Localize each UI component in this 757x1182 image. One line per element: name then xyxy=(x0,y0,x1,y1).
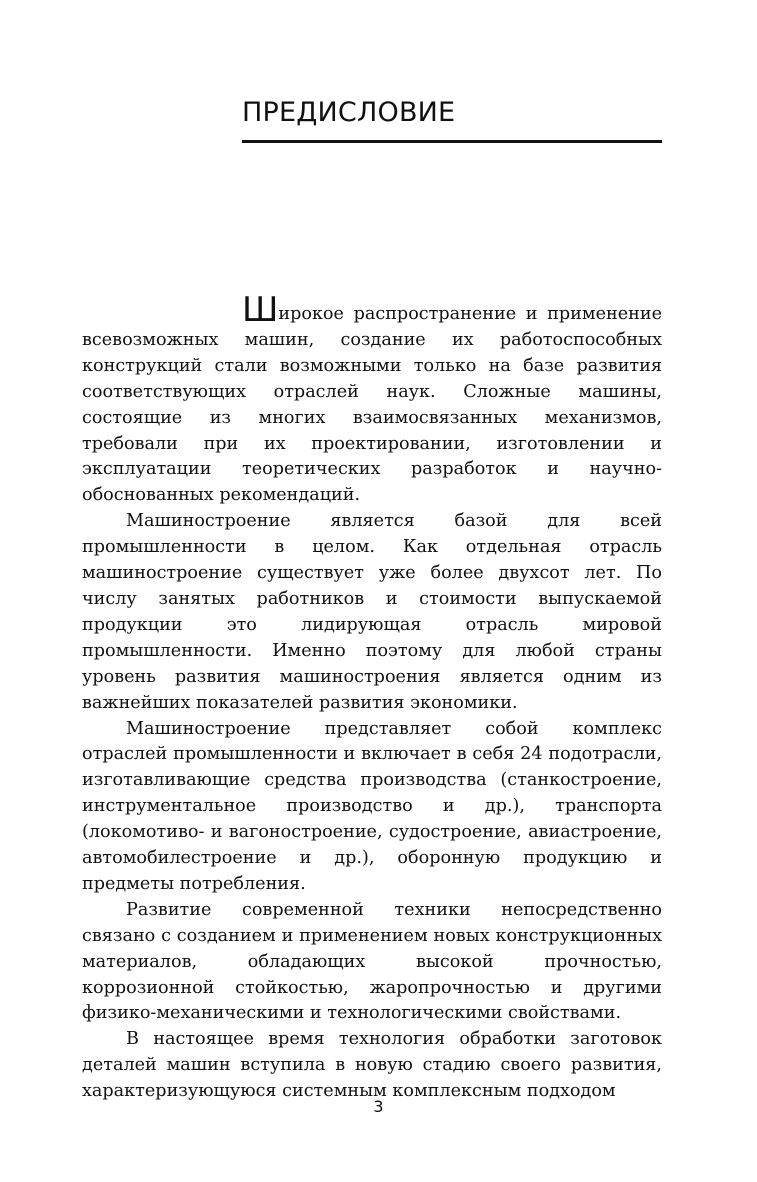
page-heading: ПРЕДИСЛОВИЕ xyxy=(242,97,456,128)
initial-letter: Ш xyxy=(242,290,279,330)
paragraph-3: Машиностроение представляет собой комплекс отраслей промышленности и включает в себя 24 подотрасли, изготавливающие средства производства (станкостроение, инструментальное производство и др.), транспорта (локомотиво- и вагоностроение, судостроение, авиастроение, автомобилестроение и др.), оборонную продукцию и предметы потребления. xyxy=(82,718,662,894)
paragraph-1 xyxy=(82,290,662,509)
paragraph-5: В настоящее время технология обработки заготовок деталей машин вступила в новую стадию своего развития, характеризующуюся системным комплексным подходом xyxy=(82,1029,662,1102)
heading-underline xyxy=(242,140,662,143)
paragraph-4: Развитие современной техники непосредственно связано с созданием и применением новых конструкционных материалов, обладающих высокой прочностью, коррозионной стойкостью, жаропрочностью и другими физико-механическими и технологическими свойствами. xyxy=(82,899,662,1024)
paragraph-1-text: ирокое распространение и применение всевозможных машин, создание их работоспособных конструкций стали возможными только на базе развития соответствующих отраслей наук. Сложные машины, состоящие из многих взаимосвязанных механизмов, требовали при их проектировании, изготовлении и эксплуатации теоретических разработок и научно-обоснованных рекомендаций. xyxy=(82,304,662,506)
paragraph-2: Машиностроение является базой для всей промышленности в целом. Как отдельная отрасль машиностроение существует уже более двухсот лет. По числу занятых работников и стоимости выпускаемой продукции это лидирующая отрасль мировой промышленности. Именно поэтому для любой страны уровень развития машиностроения является одним из важнейших показателей развития экономики. xyxy=(82,511,662,713)
page-number: 3 xyxy=(373,1097,384,1116)
body-text xyxy=(82,290,662,1105)
